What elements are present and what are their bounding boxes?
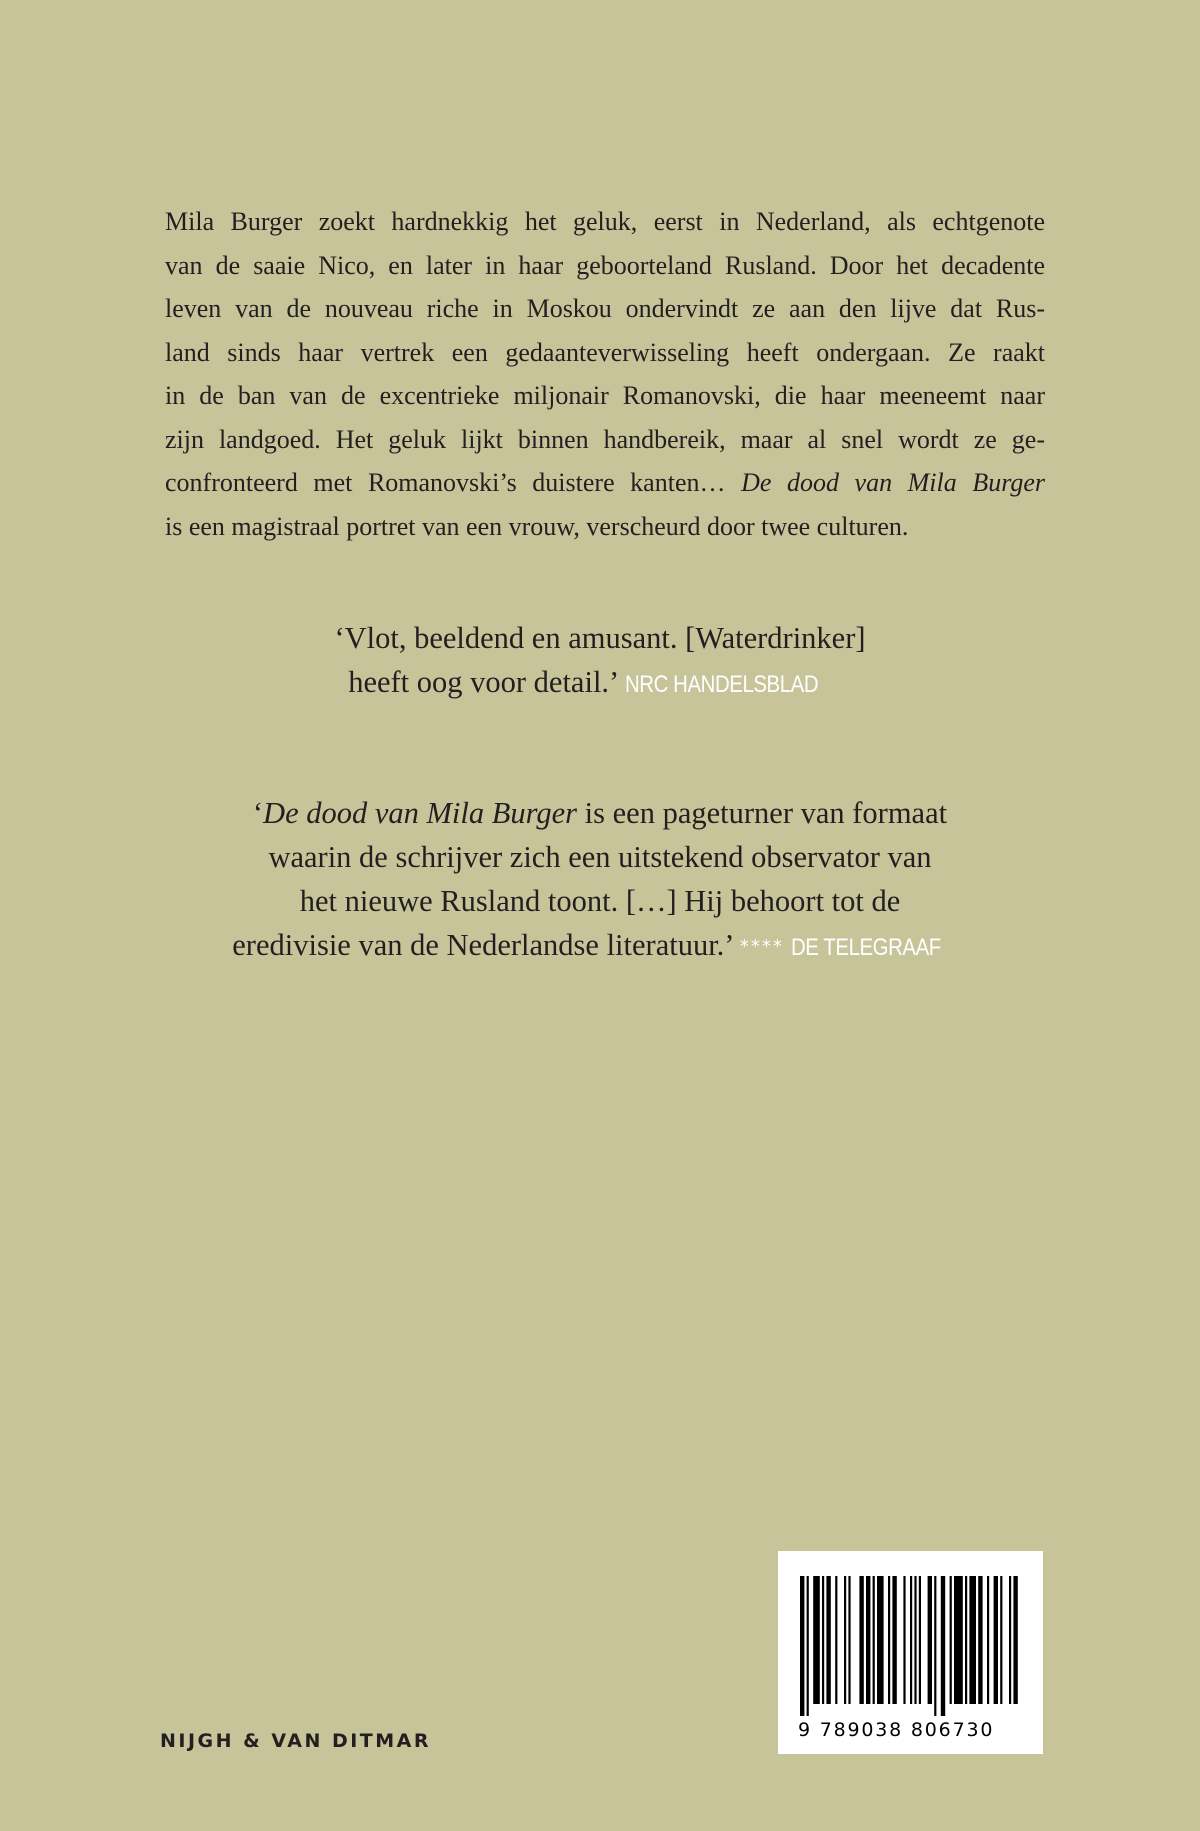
isbn-barcode [778,1551,1043,1754]
barcode-bar [910,1576,912,1704]
barcode-bar [892,1576,896,1704]
blurb-text [165,200,1045,548]
quote-line-text: heeft oog voor detail.’ [348,665,617,699]
blurb-line: van de saaie Nico, en later in haar geboorteland Rusland. Door het decadente [165,250,1045,280]
quote-book-title: De dood van Mila Burger [263,796,578,830]
blurb-line: zijn landgoed. Het geluk lijkt binnen handbereik, maar al snel wordt ze ge- [165,424,1045,454]
publisher-name: NIJGH & VAN DITMAR [160,1730,432,1752]
barcode-bar [813,1576,820,1704]
barcode-bar [934,1576,936,1716]
quote-source: NRC HANDELSBLAD [624,671,818,698]
barcode-bar [807,1576,809,1716]
barcode-bar [873,1576,875,1704]
review-quote-telegraaf [0,791,1200,970]
barcode-bar [969,1576,976,1704]
barcode-bar [800,1576,804,1716]
barcode-bar [877,1576,884,1704]
blurb-line [165,461,1045,505]
blurb-line: Mila Burger zoekt hardnekkig het geluk, eerst in Nederland, als echtgenote [165,207,1045,236]
barcode-bar [835,1576,837,1704]
blurb-line: land sinds haar vertrek een gedaanteverwisseling heeft ondergaan. Ze raakt [165,337,1045,367]
quote-line [0,923,1200,970]
barcode-bar [954,1576,963,1704]
rating-stars-icon: **** [739,936,784,957]
quote-line [0,791,1200,835]
barcode-bar [987,1576,989,1704]
quote-line: ‘Vlot, beeldend en amusant. [Waterdrinker] [334,621,866,655]
quote-line-text: is een pageturner van formaat [577,796,948,830]
quote-open-mark: ‘ [252,796,264,830]
barcode-bar [859,1576,863,1704]
blurb-line-text: confronteerd met Romanovski’s duistere kanten… [165,468,726,497]
blurb-line: leven van de nouveau riche in Moskou ondervindt ze aan den lijve dat Rus- [165,294,1045,323]
isbn-number: 9 789038 806730 [798,1719,995,1741]
barcode-bar [978,1576,982,1704]
quote-source: DE TELEGRAAF [791,934,942,961]
quote-line [0,660,1200,707]
barcode-bar [826,1576,830,1704]
blurb-line: in de ban van de excentrieke miljonair Romanovski, die haar meeneemt naar [165,381,1045,410]
barcode-bar [965,1576,967,1704]
barcode-bar [822,1576,824,1704]
blurb-book-title: De dood van Mila Burger [741,468,1046,497]
blurb-line: is een magistraal portret van een vrouw, verscheurd door twee culturen. [165,511,909,541]
barcode-bar [866,1576,870,1704]
barcode-bar [1009,1576,1011,1704]
barcode-bar [848,1576,850,1704]
barcode-bar [950,1576,952,1704]
barcode-bar [844,1576,846,1704]
barcode-icon [798,1576,1023,1716]
barcode-bar [1000,1576,1002,1704]
barcode-bar [919,1576,921,1704]
review-quote-nrc [0,616,1200,707]
barcode-bar [928,1576,932,1704]
quote-line-text: eredivisie van de Nederlandse literatuur.’ [232,928,733,962]
barcode-bar [994,1576,998,1704]
quote-line: het nieuwe Rusland toont. […] Hij behoort tot de [299,884,901,918]
quote-line: waarin de schrijver zich een uitstekend observator van [268,840,932,874]
barcode-bar [1013,1576,1017,1704]
barcode-bar [888,1576,890,1704]
barcode-bar [914,1576,916,1704]
barcode-bar [941,1576,945,1716]
barcode-bar [903,1576,905,1704]
